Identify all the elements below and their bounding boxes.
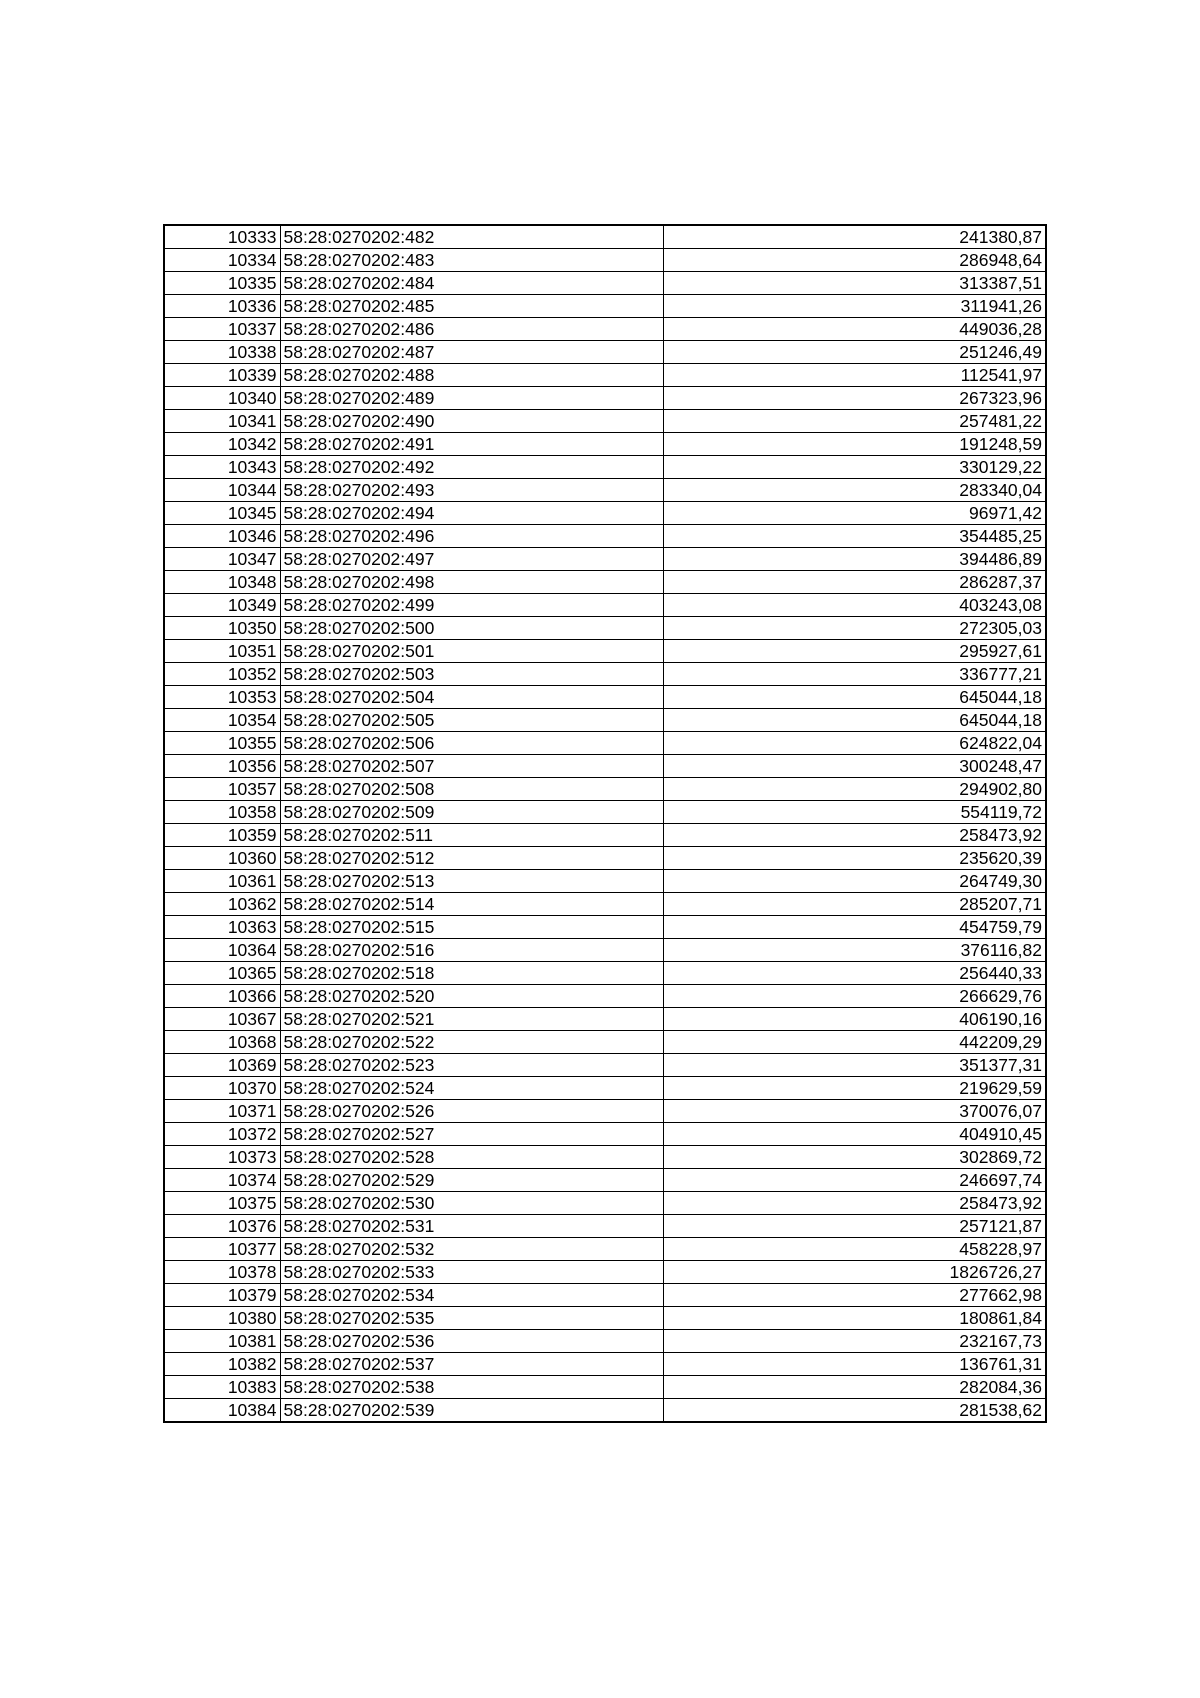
cadastral-number-cell: 58:28:0270202:485 bbox=[280, 295, 663, 318]
row-number-cell: 10376 bbox=[164, 1215, 280, 1238]
cadastral-number-cell: 58:28:0270202:532 bbox=[280, 1238, 663, 1261]
table-row bbox=[164, 916, 1046, 939]
row-number-cell: 10336 bbox=[164, 295, 280, 318]
cadastral-value-cell: 404910,45 bbox=[663, 1123, 1046, 1146]
table-row bbox=[164, 1008, 1046, 1031]
row-number-cell: 10357 bbox=[164, 778, 280, 801]
cadastral-value-cell: 281538,62 bbox=[663, 1399, 1046, 1423]
cadastral-value-cell: 257121,87 bbox=[663, 1215, 1046, 1238]
cadastral-value-cell: 300248,47 bbox=[663, 755, 1046, 778]
cadastral-value-cell: 257481,22 bbox=[663, 410, 1046, 433]
cadastral-number-cell: 58:28:0270202:488 bbox=[280, 364, 663, 387]
cadastral-value-cell: 645044,18 bbox=[663, 686, 1046, 709]
cadastral-number-cell: 58:28:0270202:513 bbox=[280, 870, 663, 893]
cadastral-value-cell: 256440,33 bbox=[663, 962, 1046, 985]
table-row bbox=[164, 962, 1046, 985]
row-number-cell: 10382 bbox=[164, 1353, 280, 1376]
table-row bbox=[164, 318, 1046, 341]
row-number-cell: 10348 bbox=[164, 571, 280, 594]
row-number-cell: 10384 bbox=[164, 1399, 280, 1423]
cadastral-value-cell: 295927,61 bbox=[663, 640, 1046, 663]
cadastral-number-cell: 58:28:0270202:534 bbox=[280, 1284, 663, 1307]
table-row bbox=[164, 433, 1046, 456]
table-row bbox=[164, 939, 1046, 962]
row-number-cell: 10344 bbox=[164, 479, 280, 502]
row-number-cell: 10362 bbox=[164, 893, 280, 916]
table-row bbox=[164, 663, 1046, 686]
row-number-cell: 10351 bbox=[164, 640, 280, 663]
cadastral-value-cell: 351377,31 bbox=[663, 1054, 1046, 1077]
cadastral-value-cell: 370076,07 bbox=[663, 1100, 1046, 1123]
cadastral-value-cell: 112541,97 bbox=[663, 364, 1046, 387]
row-number-cell: 10361 bbox=[164, 870, 280, 893]
table-row bbox=[164, 847, 1046, 870]
table-row bbox=[164, 1238, 1046, 1261]
row-number-cell: 10345 bbox=[164, 502, 280, 525]
table-row bbox=[164, 755, 1046, 778]
cadastral-number-cell: 58:28:0270202:533 bbox=[280, 1261, 663, 1284]
row-number-cell: 10346 bbox=[164, 525, 280, 548]
row-number-cell: 10339 bbox=[164, 364, 280, 387]
cadastral-value-cell: 1826726,27 bbox=[663, 1261, 1046, 1284]
row-number-cell: 10371 bbox=[164, 1100, 280, 1123]
table-row bbox=[164, 1031, 1046, 1054]
row-number-cell: 10363 bbox=[164, 916, 280, 939]
cadastral-number-cell: 58:28:0270202:494 bbox=[280, 502, 663, 525]
row-number-cell: 10350 bbox=[164, 617, 280, 640]
row-number-cell: 10381 bbox=[164, 1330, 280, 1353]
table-row bbox=[164, 640, 1046, 663]
cadastral-value-cell: 219629,59 bbox=[663, 1077, 1046, 1100]
row-number-cell: 10352 bbox=[164, 663, 280, 686]
cadastral-value-cell: 277662,98 bbox=[663, 1284, 1046, 1307]
cadastral-number-cell: 58:28:0270202:484 bbox=[280, 272, 663, 295]
cadastral-value-cell: 258473,92 bbox=[663, 824, 1046, 847]
row-number-cell: 10356 bbox=[164, 755, 280, 778]
cadastral-value-cell: 136761,31 bbox=[663, 1353, 1046, 1376]
table-row bbox=[164, 778, 1046, 801]
cadastral-value-cell: 294902,80 bbox=[663, 778, 1046, 801]
cadastral-value-cell: 272305,03 bbox=[663, 617, 1046, 640]
cadastral-number-cell: 58:28:0270202:521 bbox=[280, 1008, 663, 1031]
cadastral-value-cell: 449036,28 bbox=[663, 318, 1046, 341]
cadastral-value-cell: 246697,74 bbox=[663, 1169, 1046, 1192]
cadastral-value-cell: 282084,36 bbox=[663, 1376, 1046, 1399]
cadastral-number-cell: 58:28:0270202:528 bbox=[280, 1146, 663, 1169]
cadastral-value-table bbox=[163, 224, 1047, 1423]
cadastral-number-cell: 58:28:0270202:515 bbox=[280, 916, 663, 939]
table-row bbox=[164, 1169, 1046, 1192]
cadastral-number-cell: 58:28:0270202:498 bbox=[280, 571, 663, 594]
cadastral-value-cell: 645044,18 bbox=[663, 709, 1046, 732]
table-row bbox=[164, 594, 1046, 617]
table-row bbox=[164, 272, 1046, 295]
table-row bbox=[164, 1215, 1046, 1238]
row-number-cell: 10378 bbox=[164, 1261, 280, 1284]
cadastral-value-cell: 285207,71 bbox=[663, 893, 1046, 916]
cadastral-number-cell: 58:28:0270202:487 bbox=[280, 341, 663, 364]
cadastral-number-cell: 58:28:0270202:490 bbox=[280, 410, 663, 433]
cadastral-value-cell: 394486,89 bbox=[663, 548, 1046, 571]
table-row bbox=[164, 732, 1046, 755]
table-row bbox=[164, 617, 1046, 640]
cadastral-value-cell: 251246,49 bbox=[663, 341, 1046, 364]
table-row bbox=[164, 548, 1046, 571]
row-number-cell: 10359 bbox=[164, 824, 280, 847]
cadastral-number-cell: 58:28:0270202:530 bbox=[280, 1192, 663, 1215]
cadastral-number-cell: 58:28:0270202:512 bbox=[280, 847, 663, 870]
table-row bbox=[164, 341, 1046, 364]
table-row bbox=[164, 249, 1046, 272]
cadastral-number-cell: 58:28:0270202:492 bbox=[280, 456, 663, 479]
cadastral-value-cell: 258473,92 bbox=[663, 1192, 1046, 1215]
cadastral-number-cell: 58:28:0270202:496 bbox=[280, 525, 663, 548]
row-number-cell: 10364 bbox=[164, 939, 280, 962]
table-row bbox=[164, 410, 1046, 433]
table-row bbox=[164, 364, 1046, 387]
row-number-cell: 10354 bbox=[164, 709, 280, 732]
cadastral-value-cell: 442209,29 bbox=[663, 1031, 1046, 1054]
row-number-cell: 10333 bbox=[164, 225, 280, 249]
cadastral-value-cell: 376116,82 bbox=[663, 939, 1046, 962]
row-number-cell: 10355 bbox=[164, 732, 280, 755]
cadastral-value-cell: 286287,37 bbox=[663, 571, 1046, 594]
cadastral-number-cell: 58:28:0270202:522 bbox=[280, 1031, 663, 1054]
cadastral-number-cell: 58:28:0270202:511 bbox=[280, 824, 663, 847]
cadastral-value-cell: 624822,04 bbox=[663, 732, 1046, 755]
row-number-cell: 10368 bbox=[164, 1031, 280, 1054]
row-number-cell: 10353 bbox=[164, 686, 280, 709]
table-row bbox=[164, 985, 1046, 1008]
cadastral-number-cell: 58:28:0270202:482 bbox=[280, 225, 663, 249]
cadastral-number-cell: 58:28:0270202:537 bbox=[280, 1353, 663, 1376]
table-row bbox=[164, 571, 1046, 594]
row-number-cell: 10342 bbox=[164, 433, 280, 456]
cadastral-number-cell: 58:28:0270202:526 bbox=[280, 1100, 663, 1123]
cadastral-number-cell: 58:28:0270202:499 bbox=[280, 594, 663, 617]
cadastral-number-cell: 58:28:0270202:538 bbox=[280, 1376, 663, 1399]
cadastral-number-cell: 58:28:0270202:504 bbox=[280, 686, 663, 709]
cadastral-number-cell: 58:28:0270202:516 bbox=[280, 939, 663, 962]
row-number-cell: 10365 bbox=[164, 962, 280, 985]
cadastral-value-cell: 554119,72 bbox=[663, 801, 1046, 824]
cadastral-value-cell: 241380,87 bbox=[663, 225, 1046, 249]
table-row bbox=[164, 1100, 1046, 1123]
cadastral-number-cell: 58:28:0270202:489 bbox=[280, 387, 663, 410]
cadastral-number-cell: 58:28:0270202:486 bbox=[280, 318, 663, 341]
cadastral-number-cell: 58:28:0270202:523 bbox=[280, 1054, 663, 1077]
cadastral-value-cell: 302869,72 bbox=[663, 1146, 1046, 1169]
table-row bbox=[164, 1376, 1046, 1399]
cadastral-value-cell: 235620,39 bbox=[663, 847, 1046, 870]
table-row bbox=[164, 1054, 1046, 1077]
row-number-cell: 10347 bbox=[164, 548, 280, 571]
cadastral-number-cell: 58:28:0270202:529 bbox=[280, 1169, 663, 1192]
cadastral-value-cell: 403243,08 bbox=[663, 594, 1046, 617]
cadastral-value-cell: 354485,25 bbox=[663, 525, 1046, 548]
row-number-cell: 10341 bbox=[164, 410, 280, 433]
cadastral-value-cell: 406190,16 bbox=[663, 1008, 1046, 1031]
cadastral-number-cell: 58:28:0270202:527 bbox=[280, 1123, 663, 1146]
table-row bbox=[164, 225, 1046, 249]
row-number-cell: 10370 bbox=[164, 1077, 280, 1100]
row-number-cell: 10338 bbox=[164, 341, 280, 364]
table-row bbox=[164, 824, 1046, 847]
cadastral-value-cell: 267323,96 bbox=[663, 387, 1046, 410]
cadastral-value-cell: 330129,22 bbox=[663, 456, 1046, 479]
table-row bbox=[164, 1123, 1046, 1146]
table-row bbox=[164, 1192, 1046, 1215]
table-row bbox=[164, 1077, 1046, 1100]
row-number-cell: 10374 bbox=[164, 1169, 280, 1192]
row-number-cell: 10343 bbox=[164, 456, 280, 479]
row-number-cell: 10360 bbox=[164, 847, 280, 870]
table-row bbox=[164, 1330, 1046, 1353]
cadastral-number-cell: 58:28:0270202:520 bbox=[280, 985, 663, 1008]
table-row bbox=[164, 295, 1046, 318]
row-number-cell: 10369 bbox=[164, 1054, 280, 1077]
cadastral-number-cell: 58:28:0270202:503 bbox=[280, 663, 663, 686]
cadastral-value-cell: 336777,21 bbox=[663, 663, 1046, 686]
row-number-cell: 10367 bbox=[164, 1008, 280, 1031]
table-row bbox=[164, 1399, 1046, 1423]
row-number-cell: 10375 bbox=[164, 1192, 280, 1215]
table-row bbox=[164, 709, 1046, 732]
row-number-cell: 10383 bbox=[164, 1376, 280, 1399]
row-number-cell: 10340 bbox=[164, 387, 280, 410]
cadastral-number-cell: 58:28:0270202:524 bbox=[280, 1077, 663, 1100]
row-number-cell: 10335 bbox=[164, 272, 280, 295]
cadastral-value-cell: 458228,97 bbox=[663, 1238, 1046, 1261]
table-row bbox=[164, 1261, 1046, 1284]
cadastral-number-cell: 58:28:0270202:514 bbox=[280, 893, 663, 916]
cadastral-number-cell: 58:28:0270202:506 bbox=[280, 732, 663, 755]
table-row bbox=[164, 686, 1046, 709]
cadastral-number-cell: 58:28:0270202:493 bbox=[280, 479, 663, 502]
table-row bbox=[164, 1307, 1046, 1330]
cadastral-number-cell: 58:28:0270202:501 bbox=[280, 640, 663, 663]
table-row bbox=[164, 801, 1046, 824]
row-number-cell: 10337 bbox=[164, 318, 280, 341]
table-row bbox=[164, 1353, 1046, 1376]
row-number-cell: 10358 bbox=[164, 801, 280, 824]
table-row bbox=[164, 870, 1046, 893]
table-row bbox=[164, 525, 1046, 548]
row-number-cell: 10372 bbox=[164, 1123, 280, 1146]
cadastral-number-cell: 58:28:0270202:531 bbox=[280, 1215, 663, 1238]
cadastral-value-cell: 180861,84 bbox=[663, 1307, 1046, 1330]
cadastral-value-cell: 96971,42 bbox=[663, 502, 1046, 525]
table-row bbox=[164, 893, 1046, 916]
table-row bbox=[164, 479, 1046, 502]
row-number-cell: 10334 bbox=[164, 249, 280, 272]
table-row bbox=[164, 502, 1046, 525]
table-row bbox=[164, 387, 1046, 410]
row-number-cell: 10349 bbox=[164, 594, 280, 617]
cadastral-value-cell: 191248,59 bbox=[663, 433, 1046, 456]
cadastral-number-cell: 58:28:0270202:535 bbox=[280, 1307, 663, 1330]
cadastral-number-cell: 58:28:0270202:536 bbox=[280, 1330, 663, 1353]
cadastral-number-cell: 58:28:0270202:539 bbox=[280, 1399, 663, 1423]
cadastral-value-cell: 286948,64 bbox=[663, 249, 1046, 272]
cadastral-value-cell: 311941,26 bbox=[663, 295, 1046, 318]
table-row bbox=[164, 1284, 1046, 1307]
cadastral-value-cell: 266629,76 bbox=[663, 985, 1046, 1008]
cadastral-number-cell: 58:28:0270202:497 bbox=[280, 548, 663, 571]
cadastral-number-cell: 58:28:0270202:509 bbox=[280, 801, 663, 824]
cadastral-number-cell: 58:28:0270202:505 bbox=[280, 709, 663, 732]
cadastral-number-cell: 58:28:0270202:518 bbox=[280, 962, 663, 985]
cadastral-number-cell: 58:28:0270202:500 bbox=[280, 617, 663, 640]
cadastral-value-cell: 313387,51 bbox=[663, 272, 1046, 295]
cadastral-value-cell: 232167,73 bbox=[663, 1330, 1046, 1353]
row-number-cell: 10380 bbox=[164, 1307, 280, 1330]
cadastral-value-cell: 283340,04 bbox=[663, 479, 1046, 502]
cadastral-number-cell: 58:28:0270202:491 bbox=[280, 433, 663, 456]
cadastral-number-cell: 58:28:0270202:507 bbox=[280, 755, 663, 778]
table-body bbox=[164, 225, 1046, 1422]
cadastral-value-cell: 454759,79 bbox=[663, 916, 1046, 939]
cadastral-value-cell: 264749,30 bbox=[663, 870, 1046, 893]
cadastral-number-cell: 58:28:0270202:483 bbox=[280, 249, 663, 272]
cadastral-number-cell: 58:28:0270202:508 bbox=[280, 778, 663, 801]
row-number-cell: 10377 bbox=[164, 1238, 280, 1261]
table-row bbox=[164, 456, 1046, 479]
row-number-cell: 10373 bbox=[164, 1146, 280, 1169]
row-number-cell: 10366 bbox=[164, 985, 280, 1008]
row-number-cell: 10379 bbox=[164, 1284, 280, 1307]
table-row bbox=[164, 1146, 1046, 1169]
